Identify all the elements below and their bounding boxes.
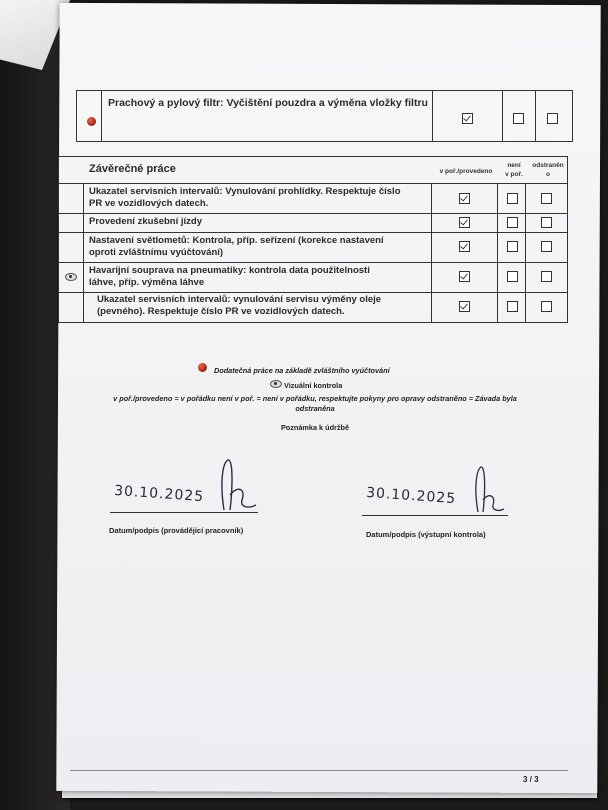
checkbox-ok[interactable]	[459, 271, 470, 282]
col-divider	[502, 91, 503, 141]
page-number: 3 / 3	[523, 775, 539, 784]
col-header-fixed	[529, 161, 567, 179]
checkbox-not-ok[interactable]	[507, 271, 518, 282]
legend-explanation-line1: v poř./provedeno = v pořádku není v poř. = není v pořádku, respektujte pokyny pro opravy odstraněno = Závada byla	[113, 394, 517, 403]
col-header-not-ok-line2: v poř.	[505, 171, 523, 178]
right-signature-date: 30.10.2025	[365, 484, 457, 508]
right-signature-scribble	[468, 462, 508, 517]
col-header-not-ok	[501, 161, 527, 179]
checkbox-ok[interactable]	[459, 301, 470, 312]
checkbox-not-ok[interactable]	[507, 217, 518, 228]
row-text-line2: (pevného). Respektuje číslo PR ve vozidlových datech.	[97, 306, 345, 317]
legend-extra-work: Dodatečná práce na základě zvláštního vyúčtování	[214, 366, 390, 375]
right-signature-caption: Datum/podpis (výstupní kontrola)	[366, 530, 486, 539]
table-header	[59, 157, 567, 184]
maintenance-note-label: Poznámka k údržbě	[280, 423, 350, 432]
checkbox-not-ok[interactable]	[507, 241, 518, 252]
checkbox-not-ok[interactable]	[507, 193, 518, 204]
left-signature-scribble	[212, 455, 262, 515]
col-header-not-ok-line1: není	[507, 162, 521, 169]
col-header-ok: v poř./provedeno	[439, 168, 493, 175]
table-row	[59, 183, 567, 214]
row-text-line1: Provedení zkušební jízdy	[89, 216, 202, 227]
filter-table	[76, 90, 573, 142]
checkbox-fixed[interactable]	[541, 271, 552, 282]
row-text-line1: Ukazatel servisních intervalů: vynulování servisu výměny oleje	[97, 294, 382, 305]
col-divider	[432, 91, 433, 141]
table-row	[59, 232, 567, 263]
checkbox-ok[interactable]	[459, 241, 470, 252]
section-title: Závěrečné práce	[89, 163, 176, 175]
eye-icon	[65, 273, 77, 281]
marker-column	[77, 91, 102, 141]
col-divider	[535, 91, 536, 141]
legend-visual-check: Vizuální kontrola	[284, 381, 343, 390]
checkbox-ok[interactable]	[459, 193, 470, 204]
checkbox-ok[interactable]	[462, 113, 473, 124]
row-text-line2: oproti zvláštnímu vyúčtování)	[89, 247, 224, 258]
row-text-line1: Nastavení světlometů: Kontrola, příp. seřízení (korekce nastavení	[89, 235, 384, 246]
right-signature-line	[362, 515, 508, 516]
table-row	[59, 262, 567, 293]
checkbox-not-ok[interactable]	[507, 301, 518, 312]
checkbox-not-ok[interactable]	[513, 113, 524, 124]
checkbox-fixed[interactable]	[541, 301, 552, 312]
checkbox-fixed[interactable]	[541, 217, 552, 228]
left-signature-caption: Datum/podpis (provádějící pracovník)	[109, 526, 244, 535]
footer-line	[70, 770, 568, 771]
final-work-table	[58, 156, 568, 323]
col-header-fixed-line1: odstraněn	[532, 162, 564, 169]
left-signature-date: 30.10.2025	[113, 482, 205, 506]
red-dot-icon	[198, 363, 207, 372]
table-row	[59, 292, 567, 321]
col-header-fixed-line2: o	[546, 171, 550, 178]
checkbox-fixed[interactable]	[547, 113, 558, 124]
row-text-line2: láhve, příp. výměna láhve	[89, 277, 205, 288]
table-row	[59, 213, 567, 233]
legend-explanation-line2: odstraněna	[295, 404, 335, 413]
filter-row-text: Prachový a pylový filtr: Vyčištění pouzdra a výměna vložky filtru	[108, 97, 428, 109]
red-dot-icon	[87, 117, 96, 126]
row-text-line1: Havarijní souprava na pneumatiky: kontrola data použitelnosti	[89, 265, 370, 276]
left-signature-line	[110, 512, 258, 513]
eye-icon	[270, 380, 282, 388]
checkbox-fixed[interactable]	[541, 193, 552, 204]
row-text-line1: Ukazatel servisních intervalů: Vynulování prohlídky. Respektuje číslo	[89, 186, 401, 197]
checkbox-fixed[interactable]	[541, 241, 552, 252]
row-text-line2: PR ve vozidlových datech.	[89, 198, 209, 209]
checkbox-ok[interactable]	[459, 217, 470, 228]
